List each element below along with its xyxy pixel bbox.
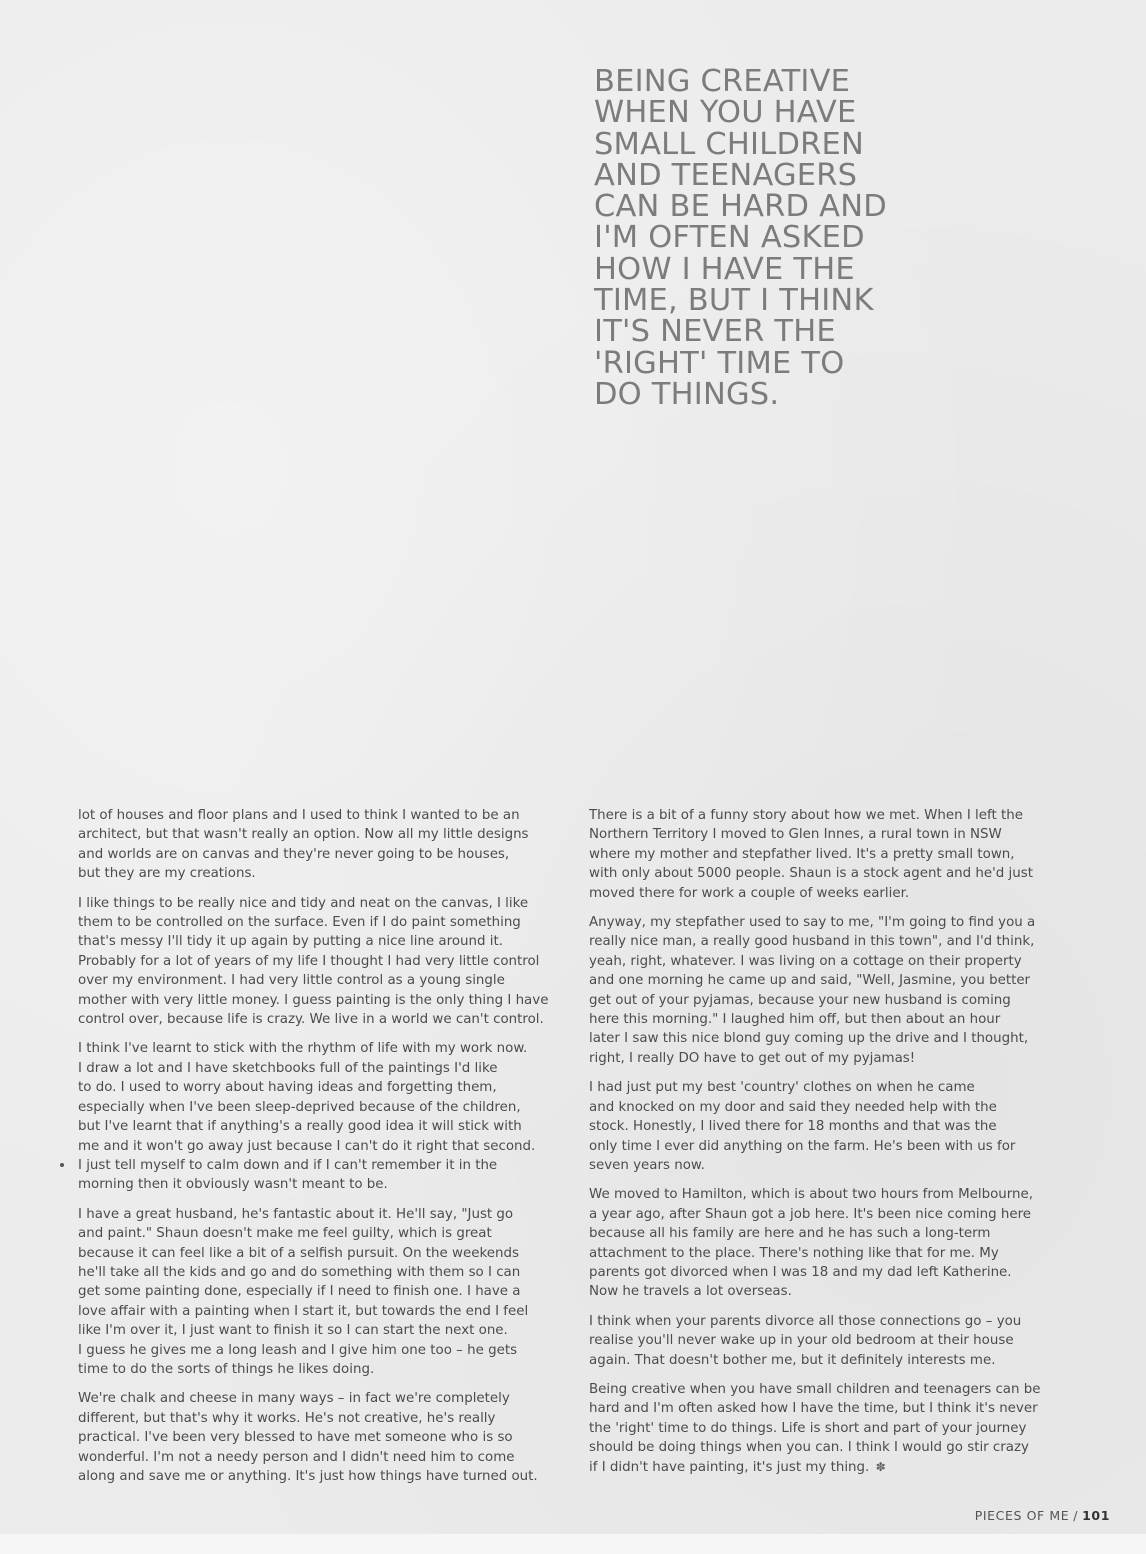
- text-line: realise you'll never wake up in your old bedroom at their house: [589, 1333, 1014, 1349]
- page-bottom-edge: [0, 1534, 1146, 1554]
- text-line: wonderful. I'm not a needy person and I didn't need him to come: [78, 1449, 515, 1465]
- folio-separator: /: [1073, 1508, 1079, 1523]
- text-line: right, I really DO have to get out of my pyjamas!: [589, 1050, 916, 1066]
- text-line: love affair with a painting when I start it, but towards the end I feel: [78, 1303, 529, 1319]
- text-line: them to be controlled on the surface. Even if I do paint something: [78, 915, 521, 931]
- paragraph: [589, 913, 1051, 1068]
- paragraph: [78, 894, 548, 1030]
- text-line: We moved to Hamilton, which is about two hours from Melbourne,: [589, 1187, 1034, 1203]
- pull-quote-line: IT'S NEVER THE: [594, 314, 836, 350]
- text-line: especially when I've been sleep-deprived because of the children,: [78, 1099, 521, 1115]
- pull-quote-line: I'M OFTEN ASKED: [594, 220, 865, 256]
- text-line: like I'm over it, I just want to finish it so I can start the next one.: [78, 1323, 508, 1339]
- text-line: I think I've learnt to stick with the rhythm of life with my work now.: [78, 1041, 528, 1057]
- text-line: me and it won't go away just because I can't do it right that second.: [78, 1138, 536, 1154]
- pull-quote-line: DO THINGS.: [594, 376, 780, 412]
- text-line: Northern Territory I moved to Glen Innes, a rural town in NSW: [589, 827, 1002, 843]
- folio-section: PIECES OF ME: [974, 1508, 1070, 1523]
- text-line: I have a great husband, he's fantastic about it. He'll say, "Just go: [78, 1206, 514, 1222]
- text-line: because all his family are here and he has such a long-term: [589, 1226, 991, 1242]
- text-line: I think when your parents divorce all those connections go – you: [589, 1313, 1022, 1329]
- text-line: I like things to be really nice and tidy and neat on the canvas, I like: [78, 895, 529, 911]
- text-line: again. That doesn't bother me, but it definitely interests me.: [589, 1352, 996, 1368]
- text-line: I had just put my best 'country' clothes on when he came: [589, 1080, 975, 1096]
- text-line: I guess he gives me a long leash and I give him one too – he gets: [78, 1342, 518, 1358]
- margin-bullet: [60, 1163, 64, 1167]
- text-line: Probably for a lot of years of my life I thought I had very little control: [78, 953, 540, 969]
- text-line: but they are my creations.: [78, 866, 256, 882]
- text-line: morning then it obviously wasn't meant to be.: [78, 1177, 388, 1193]
- text-line: lot of houses and floor plans and I used to think I wanted to be an: [78, 808, 520, 823]
- text-line: get out of your pyjamas, because your new husband is coming: [589, 992, 1011, 1008]
- text-line: only time I ever did anything on the farm. He's been with us for: [589, 1138, 1016, 1154]
- pull-quote-line: HOW I HAVE THE: [594, 251, 855, 287]
- text-line: mother with very little money. I guess painting is the only thing I have: [78, 992, 549, 1008]
- pull-quote-line: SMALL CHILDREN: [594, 126, 865, 162]
- text-line: get some painting done, especially if I need to finish one. I have a: [78, 1284, 521, 1300]
- paragraph: [78, 1389, 548, 1486]
- text-line: yeah, right, whatever. I was living on a cottage on their property: [589, 953, 1022, 969]
- paragraph: [78, 1205, 548, 1380]
- paragraph: [589, 1185, 1051, 1301]
- text-line: Now he travels a lot overseas.: [589, 1284, 792, 1300]
- text-line: and one morning he came up and said, "Well, Jasmine, you better: [589, 973, 1031, 989]
- text-line: seven years now.: [589, 1157, 705, 1173]
- text-line: different, but that's why it works. He's not creative, he's really: [78, 1410, 496, 1426]
- text-line: practical. I've been very blessed to have met someone who is so: [78, 1430, 513, 1446]
- text-line: along and save me or anything. It's just how things have turned out.: [78, 1469, 538, 1484]
- text-line-content: if I didn't have painting, it's just my thing.: [589, 1459, 870, 1475]
- text-line: and worlds are on canvas and they're never going to be houses,: [78, 846, 510, 862]
- text-line: architect, but that wasn't really an option. Now all my little designs: [78, 827, 529, 843]
- folio: [975, 1508, 1110, 1523]
- text-line: Being creative when you have small children and teenagers can be: [589, 1381, 1041, 1397]
- paragraph: [589, 1078, 1051, 1175]
- paragraph: [589, 1312, 1051, 1370]
- text-line: I draw a lot and I have sketchbooks full of the paintings I'd like: [78, 1060, 498, 1076]
- text-line: over my environment. I had very little control as a young single: [78, 973, 505, 989]
- paragraph: [78, 1039, 548, 1194]
- text-line: here this morning." I laughed him off, but then about an hour: [589, 1012, 1001, 1028]
- text-line: and paint." Shaun doesn't make me feel guilty, which is great: [78, 1226, 492, 1242]
- text-line: he'll take all the kids and go and do something with them so I can: [78, 1264, 521, 1280]
- text-line: moved there for work a couple of weeks earlier.: [589, 885, 910, 901]
- pull-quote-line: WHEN YOU HAVE: [594, 95, 857, 131]
- text-line: where my mother and stepfather lived. It's a pretty small town,: [589, 846, 1015, 862]
- text-line: [589, 1458, 1051, 1477]
- text-line: that's messy I'll tidy it up again by putting a nice line around it.: [78, 934, 503, 950]
- text-line: time to do the sorts of things he likes doing.: [78, 1361, 375, 1377]
- text-line: because it can feel like a bit of a selfish pursuit. On the weekends: [78, 1245, 519, 1261]
- right-column: [589, 806, 1051, 1487]
- left-column: [78, 806, 548, 1496]
- text-line: later I saw this nice blond guy coming up the drive and I thought,: [589, 1031, 1029, 1047]
- pull-quote: [594, 66, 914, 410]
- pull-quote-line: AND TEENAGERS: [594, 157, 858, 193]
- text-line: stock. Honestly, I lived there for 18 months and that was the: [589, 1119, 997, 1135]
- paragraph: [589, 806, 1051, 903]
- text-line: There is a bit of a funny story about how we met. When I left the: [589, 808, 1023, 823]
- text-line: We're chalk and cheese in many ways – in fact we're completely: [78, 1391, 510, 1407]
- text-line: the 'right' time to do things. Life is short and part of your journey: [589, 1420, 1027, 1436]
- text-line: hard and I'm often asked how I have the time, but I think it's never: [589, 1401, 1038, 1417]
- pull-quote-line: CAN BE HARD AND: [594, 189, 887, 225]
- text-line: a year ago, after Shaun got a job here. It's been nice coming here: [589, 1206, 1032, 1222]
- text-line: should be doing things when you can. I think I would go stir crazy: [589, 1440, 1029, 1456]
- pull-quote-line: 'RIGHT' TIME TO: [594, 345, 845, 381]
- text-line: Anyway, my stepfather used to say to me, "I'm going to find you a: [589, 915, 1036, 931]
- page-number: 101: [1082, 1508, 1110, 1523]
- text-line: control over, because life is crazy. We live in a world we can't control.: [78, 1012, 544, 1028]
- text-line: I just tell myself to calm down and if I can't remember it in the: [78, 1157, 498, 1173]
- text-line: parents got divorced when I was 18 and my dad left Katherine.: [589, 1264, 1012, 1280]
- pull-quote-line: TIME, BUT I THINK: [594, 283, 874, 319]
- text-line: but I've learnt that if anything's a really good idea it will stick with: [78, 1119, 522, 1135]
- text-line: really nice man, a really good husband in this town", and I'd think,: [589, 934, 1035, 950]
- text-line: with only about 5000 people. Shaun is a stock agent and he'd just: [589, 866, 1033, 882]
- text-line: and knocked on my door and said they needed help with the: [589, 1099, 997, 1115]
- paragraph: [589, 1380, 1051, 1477]
- text-line: attachment to the place. There's nothing like that for me. My: [589, 1245, 999, 1261]
- text-line: to do. I used to worry about having ideas and forgetting them,: [78, 1080, 497, 1096]
- paragraph: [78, 806, 548, 884]
- pull-quote-line: BEING CREATIVE: [594, 64, 851, 99]
- end-mark-icon: ✽: [875, 1459, 886, 1474]
